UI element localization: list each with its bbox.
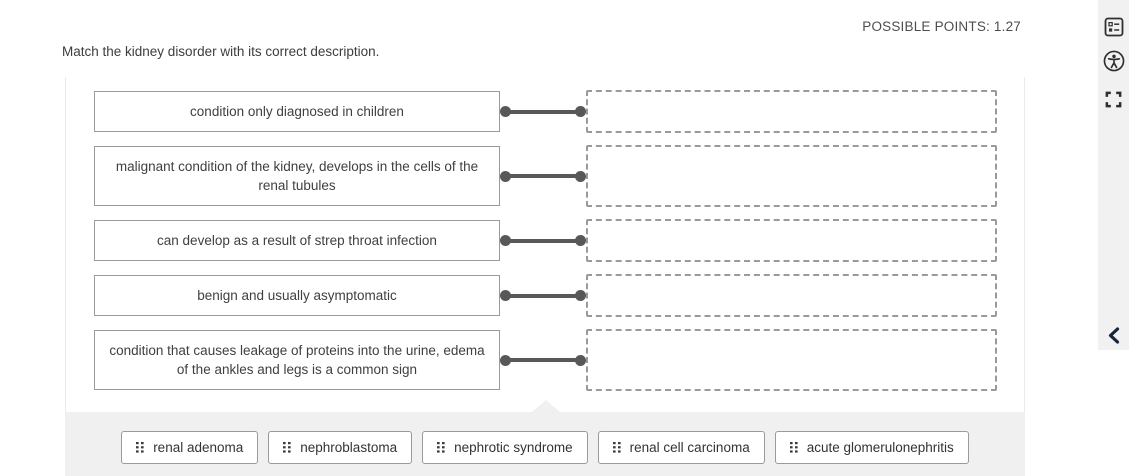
- connector-dot: [575, 290, 586, 301]
- answer-chip[interactable]: [268, 431, 412, 464]
- tray-notch: [532, 400, 560, 412]
- answer-chip[interactable]: [121, 431, 258, 464]
- description-box: can develop as a result of strep throat infection: [94, 220, 500, 261]
- connector-line: [500, 106, 586, 118]
- answer-drop-zone[interactable]: [586, 90, 997, 133]
- matching-panel: [65, 77, 1025, 412]
- answer-chip-list: [65, 412, 1025, 464]
- question-list-icon: [1104, 25, 1124, 40]
- chevron-left-icon: [1107, 332, 1120, 347]
- answer-chip-label: renal adenoma: [153, 440, 244, 455]
- answer-chip-label: acute glomerulonephritis: [806, 440, 954, 455]
- drag-grip-icon: [613, 442, 621, 453]
- question-list-button[interactable]: [1104, 17, 1124, 37]
- answer-drop-zone[interactable]: [586, 145, 997, 207]
- match-row: [94, 330, 1024, 390]
- answer-drop-zone[interactable]: [586, 274, 997, 317]
- answer-chip-label: renal cell carcinoma: [629, 440, 750, 455]
- answer-chip[interactable]: [422, 431, 588, 464]
- connector-dot: [575, 171, 586, 182]
- fullscreen-icon: [1104, 97, 1123, 112]
- drag-grip-icon: [136, 442, 144, 453]
- answer-drop-zone[interactable]: [586, 329, 997, 391]
- connector-dot: [575, 355, 586, 366]
- connector-line: [500, 170, 586, 182]
- answer-chip-label: nephrotic syndrome: [454, 440, 573, 455]
- accessibility-icon: [1103, 60, 1125, 75]
- accessibility-button[interactable]: [1103, 50, 1125, 72]
- drag-grip-icon: [790, 442, 798, 453]
- question-instruction: Match the kidney disorder with its correct description.: [62, 44, 380, 59]
- drag-grip-icon: [283, 442, 291, 453]
- connector-dot: [575, 106, 586, 117]
- connector-line: [500, 354, 586, 366]
- answer-chip[interactable]: [598, 431, 765, 464]
- answer-bank-tray: [65, 412, 1025, 476]
- possible-points-label: POSSIBLE POINTS: 1.27: [862, 19, 1021, 34]
- connector-dot: [575, 235, 586, 246]
- description-box: condition only diagnosed in children: [94, 91, 500, 132]
- match-row: [94, 146, 1024, 206]
- collapse-panel-button[interactable]: [1107, 327, 1120, 344]
- answer-drop-zone[interactable]: [586, 219, 997, 262]
- match-row: [94, 220, 1024, 261]
- answer-chip[interactable]: [775, 431, 969, 464]
- match-row: [94, 91, 1024, 132]
- fullscreen-button[interactable]: [1104, 90, 1123, 109]
- connector-line: [500, 235, 586, 247]
- drag-grip-icon: [437, 442, 445, 453]
- match-row: [94, 275, 1024, 316]
- tools-sidebar: [1098, 0, 1129, 350]
- description-box: malignant condition of the kidney, develops in the cells of the renal tubules: [94, 146, 500, 206]
- answer-chip-label: nephroblastoma: [300, 440, 398, 455]
- description-box: condition that causes leakage of proteins into the urine, edema of the ankles and legs is a common sign: [94, 330, 500, 390]
- description-box: benign and usually asymptomatic: [94, 275, 500, 316]
- connector-line: [500, 290, 586, 302]
